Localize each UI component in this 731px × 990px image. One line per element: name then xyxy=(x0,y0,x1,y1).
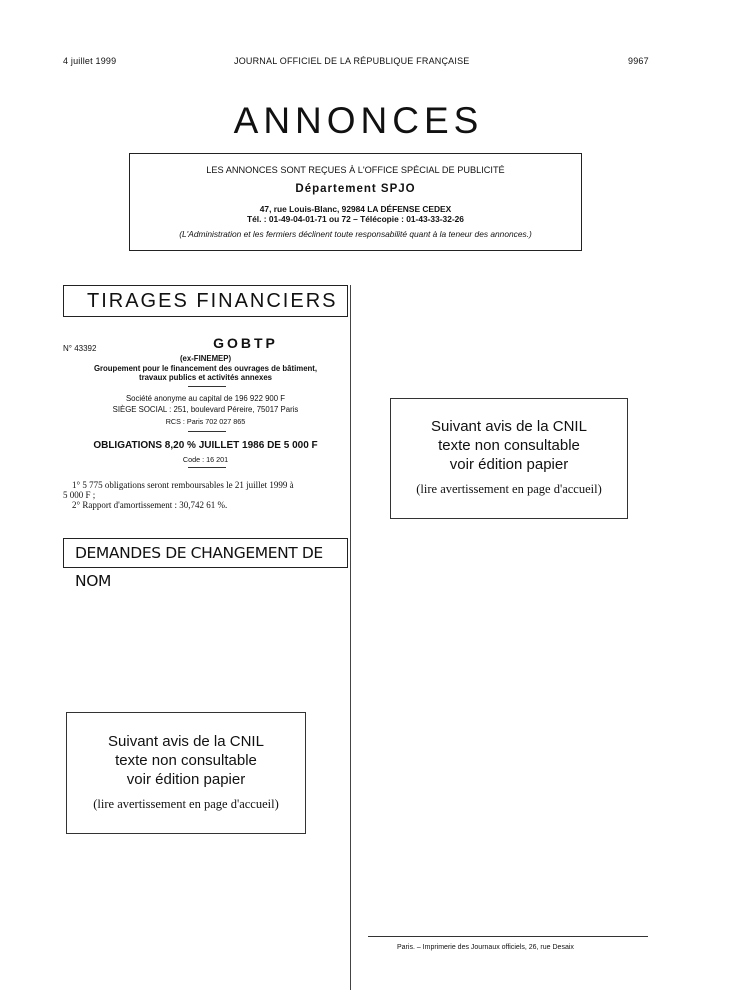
cnil-line: voir édition papier xyxy=(449,456,569,473)
notice-disclaimer: (L'Administration et les fermiers déclinent toute responsabilité quant à la teneur des annonces.) xyxy=(179,229,532,239)
company-headquarters: SIÈGE SOCIAL : 251, boulevard Péreire, 75017 Paris xyxy=(112,405,299,414)
cnil-note: (lire avertissement en page d'accueil) xyxy=(93,797,279,811)
publicity-notice-box xyxy=(129,153,582,251)
obligations-code: Code : 16 201 xyxy=(182,455,229,464)
notice-line: LES ANNONCES SONT REÇUES À L'OFFICE SPÉCIAL DE PUBLICITÉ xyxy=(206,165,505,175)
item-2: 2° Rapport d'amortissement : 30,742 61 %. xyxy=(72,500,228,510)
column-divider xyxy=(350,285,351,990)
cnil-line: texte non consultable xyxy=(438,437,580,454)
notice-address: 47, rue Louis-Blanc, 92984 LA DÉFENSE CEDEX xyxy=(259,204,452,214)
cnil-line: Suivant avis de la CNIL xyxy=(108,733,264,750)
cnil-note: (lire avertissement en page d'accueil) xyxy=(416,482,602,496)
cnil-line: voir édition papier xyxy=(126,771,246,788)
printer-footer: Paris. – Imprimerie des Journaux officiels, 26, rue Desaix xyxy=(397,944,574,951)
company-rcs: RCS : Paris 702 027 865 xyxy=(165,417,246,426)
notice-phone: Tél. : 01-49-04-01-71 ou 72 – Télécopie : 01-43-33-32-26 xyxy=(247,214,464,224)
cnil-line: texte non consultable xyxy=(115,752,257,769)
company-description-line1: Groupement pour le financement des ouvrages de bâtiment, xyxy=(93,364,318,373)
divider-rule xyxy=(188,386,226,387)
page-title: ANNONCES xyxy=(233,100,484,141)
item-1-line2: 5 000 F ; xyxy=(63,490,96,500)
cnil-line: Suivant avis de la CNIL xyxy=(431,418,587,435)
section-heading-demandes: DEMANDES DE CHANGEMENT DE NOM xyxy=(63,538,348,568)
section-heading-tirages: TIRAGES FINANCIERS xyxy=(63,285,348,317)
cnil-notice-right xyxy=(390,398,628,519)
announcement-number: N° 43392 xyxy=(63,344,97,353)
company-former-name: (ex-FINEMEP) xyxy=(179,354,232,363)
divider-rule xyxy=(188,431,226,432)
notice-department: Département SPJO xyxy=(295,183,416,195)
footer-rule xyxy=(368,936,648,937)
item-1-line1: 1° 5 775 obligations seront remboursables le 21 juillet 1999 à xyxy=(72,480,294,490)
company-capital: Société anonyme au capital de 196 922 900 F xyxy=(125,394,286,403)
header-page-number: 9967 xyxy=(628,56,649,66)
divider-rule xyxy=(188,467,226,468)
header-date: 4 juillet 1999 xyxy=(63,56,117,66)
company-description-line2: travaux publics et activités annexes xyxy=(138,373,273,382)
company-name: GOBTP xyxy=(213,335,278,351)
header-journal-title: JOURNAL OFFICIEL DE LA RÉPUBLIQUE FRANÇAISE xyxy=(234,56,470,66)
cnil-notice-left xyxy=(66,712,306,834)
obligations-title: OBLIGATIONS 8,20 % JUILLET 1986 DE 5 000 F xyxy=(93,440,318,451)
